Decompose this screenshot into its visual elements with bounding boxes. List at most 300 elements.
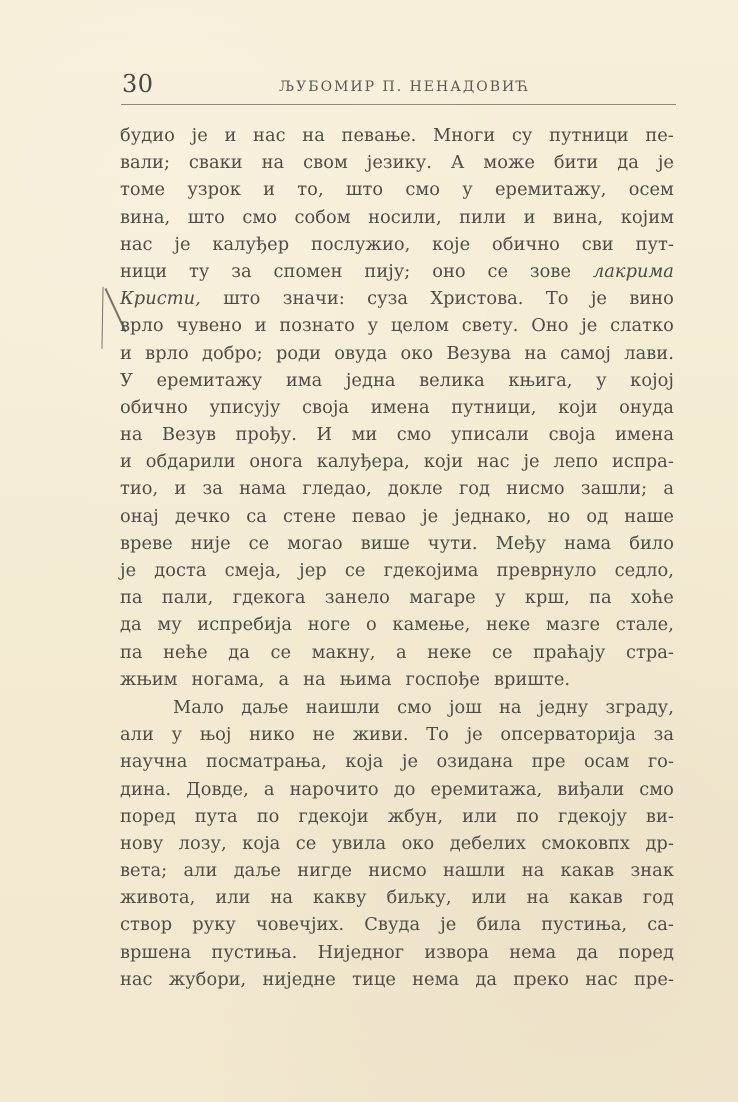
text-word: и <box>523 206 536 228</box>
text-word: го- <box>647 751 674 773</box>
text-word: даље <box>233 860 281 882</box>
text-word: њој <box>199 724 232 746</box>
text-word: могао <box>287 532 343 554</box>
text-word: дечко <box>174 505 231 527</box>
text-word: на <box>120 424 143 446</box>
text-word: језику. <box>366 152 432 174</box>
text-word: који <box>558 396 598 418</box>
text-word: др- <box>645 832 674 854</box>
text-word: али <box>120 724 154 746</box>
text-word: о <box>365 614 377 636</box>
text-word: осам <box>584 751 630 773</box>
text-word: вино <box>629 288 674 310</box>
text-word: преко <box>513 968 570 990</box>
text-word: то, <box>297 179 324 201</box>
text-word: вреве <box>120 532 173 554</box>
text-word: је <box>657 152 674 174</box>
text-word: гдекоји <box>298 805 369 827</box>
text-word: која <box>242 832 281 854</box>
text-word: која <box>345 751 384 773</box>
text-word: или <box>471 887 507 909</box>
text-word: једна <box>345 369 396 391</box>
text-word: стра- <box>625 641 674 663</box>
text-word: лави. <box>624 342 674 364</box>
text-word: год <box>642 887 674 909</box>
text-word: певање. <box>341 125 417 146</box>
text-word: лакрима <box>592 260 674 282</box>
text-word: Христова. <box>430 288 524 310</box>
text-word: на <box>521 860 545 882</box>
text-word: научна <box>120 751 188 773</box>
text-line <box>120 942 674 969</box>
text-word: чувено <box>176 315 242 337</box>
text-word: Оно <box>531 315 569 337</box>
text-word: што <box>223 288 261 310</box>
text-word: мазге <box>545 614 601 636</box>
text-word: за <box>202 478 223 500</box>
text-word: То <box>426 724 449 746</box>
text-word: обично <box>120 396 188 418</box>
text-word: једну <box>538 696 589 718</box>
text-word: Кристи, <box>120 288 201 310</box>
text-word: путници <box>549 125 629 146</box>
text-word: ниједне <box>262 968 336 990</box>
text-word: собом <box>294 206 351 228</box>
text-word: будио <box>120 125 175 146</box>
text-word: ници <box>120 260 168 282</box>
text-word: још <box>448 696 482 718</box>
text-word: са- <box>647 914 674 936</box>
text-word: посматрања, <box>205 751 327 773</box>
text-line <box>120 751 674 778</box>
text-word: свету. <box>461 315 519 337</box>
text-line <box>120 179 674 206</box>
text-word: имена <box>615 424 674 446</box>
text-word: је <box>174 233 191 255</box>
text-word: поред <box>120 805 176 827</box>
text-word: по <box>516 805 539 827</box>
text-word: нема <box>509 941 557 963</box>
text-word: пре- <box>634 968 674 990</box>
text-word: какву <box>312 887 367 909</box>
text-word: нама <box>564 532 612 554</box>
text-word: а <box>396 641 407 663</box>
text-word: своја <box>302 396 350 418</box>
text-word: живота, <box>120 887 196 909</box>
text-word: које <box>432 233 471 255</box>
text-word: смо <box>405 179 440 201</box>
text-word: на <box>524 342 547 364</box>
text-word: обично <box>492 233 560 255</box>
text-word: на <box>526 887 550 909</box>
text-word: ноге <box>307 614 351 636</box>
text-word: нас <box>477 451 510 473</box>
text-word: и <box>224 125 237 146</box>
text-word: па <box>589 587 612 609</box>
text-word: нас <box>120 233 153 255</box>
text-word: нашли <box>443 860 506 882</box>
text-word: жубори, <box>168 968 247 990</box>
text-word: а <box>663 478 674 500</box>
text-word: нову <box>120 832 164 854</box>
text-word: и <box>174 478 187 500</box>
text-word: је <box>120 560 137 581</box>
text-word: на <box>261 152 285 174</box>
text-word: нарочито <box>289 778 379 800</box>
text-word: зграду, <box>605 696 674 718</box>
text-word: онога <box>249 451 303 473</box>
text-line <box>120 261 674 288</box>
text-word: магаре <box>409 587 476 609</box>
page-number: 30 <box>122 70 154 98</box>
text-word: оно <box>432 260 466 282</box>
text-line <box>120 560 674 587</box>
text-word: на <box>499 696 522 718</box>
text-line <box>120 833 674 860</box>
text-word: пали, <box>161 587 214 609</box>
text-word: еремитажу <box>156 369 263 391</box>
text-word: и <box>254 315 267 337</box>
text-word: обдарили <box>145 451 236 473</box>
text-word: не <box>312 724 335 746</box>
text-word: увила <box>331 832 387 854</box>
text-word: којој <box>630 369 674 391</box>
text-word: врло <box>145 342 189 364</box>
text-word: од <box>586 505 609 527</box>
text-word: томе <box>120 179 166 201</box>
text-word: вина, <box>553 206 604 228</box>
text-word: жбун, <box>387 805 444 827</box>
text-word: гдекојима <box>383 560 479 581</box>
text-word: дебелих <box>449 832 526 854</box>
text-word: пут- <box>635 233 674 255</box>
text-word: опсерваторија <box>500 724 636 746</box>
text-word: узрок <box>187 179 241 201</box>
text-line <box>120 779 674 806</box>
text-word: суза <box>367 288 409 310</box>
text-word: слатко <box>610 315 674 337</box>
text-line <box>120 860 674 887</box>
text-word: смеја, <box>224 560 282 581</box>
text-line <box>120 669 674 696</box>
text-word: свом <box>303 152 348 174</box>
text-word: њима <box>339 668 392 690</box>
text-line <box>120 724 674 751</box>
text-word: смо <box>396 424 432 446</box>
text-line <box>120 152 674 179</box>
text-word: доста <box>154 560 207 581</box>
text-line <box>120 207 674 234</box>
text-word: за <box>653 724 674 746</box>
text-word: жњим <box>120 668 178 690</box>
text-word: до <box>393 778 416 800</box>
text-word: Ниједног <box>317 941 405 963</box>
text-word: нико <box>249 724 295 746</box>
text-line <box>120 424 674 451</box>
text-word: преврнуло <box>496 560 597 581</box>
text-word: камење, <box>392 614 471 636</box>
text-word: пута <box>194 805 238 827</box>
text-word: Везува <box>446 342 512 364</box>
text-word: око <box>400 342 434 364</box>
text-word: прођу. <box>235 424 297 446</box>
text-word: по <box>256 805 280 827</box>
text-word: пе- <box>645 125 674 146</box>
text-word: смо <box>242 206 278 228</box>
page-header <box>121 70 676 105</box>
text-word: спомен <box>273 260 343 282</box>
text-word: бити <box>553 152 599 174</box>
text-word: самој <box>560 342 611 364</box>
text-word: на <box>303 668 326 690</box>
text-word: наше <box>624 505 674 527</box>
text-line <box>120 397 674 424</box>
text-word: била <box>476 914 522 936</box>
text-word: што <box>345 179 384 201</box>
text-line <box>120 343 674 370</box>
text-line <box>120 533 674 560</box>
text-word: било <box>629 532 674 554</box>
text-word: послужио, <box>311 233 411 255</box>
text-word: наишли <box>305 696 380 718</box>
text-word: руку <box>192 914 236 936</box>
text-word: еремитажа, <box>430 778 543 800</box>
text-word: је <box>422 505 439 527</box>
text-word: докле <box>387 478 443 500</box>
text-word: се <box>248 532 270 554</box>
text-word: еремитажу, <box>494 179 607 201</box>
text-word: пустиња. <box>211 941 298 963</box>
text-word: ми <box>351 424 378 446</box>
text-word: ту <box>189 260 210 282</box>
text-word: неке <box>427 641 472 663</box>
text-word: познато <box>279 315 355 337</box>
text-word: у <box>495 587 506 609</box>
text-line <box>120 614 674 641</box>
text-word: на <box>302 125 325 146</box>
text-line <box>120 478 674 505</box>
text-word: којим <box>620 206 674 228</box>
text-word: испребија <box>197 614 293 636</box>
text-word: што <box>187 206 225 228</box>
text-word: нас <box>120 968 153 990</box>
text-word: добро; <box>201 342 263 364</box>
text-word: се <box>487 260 509 282</box>
text-word: у <box>462 179 473 201</box>
text-word: живи. <box>352 724 409 746</box>
text-word: није <box>190 532 231 554</box>
text-word: и <box>120 342 132 364</box>
text-word: уписују <box>209 396 281 418</box>
text-word: роди <box>275 342 322 364</box>
text-word: седло, <box>614 560 674 581</box>
text-word: на <box>270 887 293 909</box>
text-word: је <box>581 315 598 337</box>
text-word: у <box>171 724 183 746</box>
text-line <box>120 370 674 397</box>
text-word: нас <box>253 125 286 146</box>
text-word: Везув <box>162 424 217 446</box>
text-line <box>120 969 674 996</box>
text-word: једнако, <box>454 505 532 527</box>
text-word: Довде, <box>186 778 249 800</box>
text-word: али <box>183 860 218 882</box>
text-word: У <box>120 369 133 391</box>
text-word: гледао, <box>302 478 372 500</box>
text-word: значи: <box>282 288 345 310</box>
text-word: А <box>450 152 465 174</box>
text-word: да <box>120 614 142 636</box>
text-word: се <box>492 641 513 663</box>
text-word: даље <box>241 696 289 718</box>
text-word: па <box>120 641 143 663</box>
text-word: виђали <box>557 778 625 800</box>
text-word: сви <box>581 233 614 255</box>
text-word: ви- <box>645 805 674 827</box>
text-word: Мало <box>173 696 225 718</box>
text-line <box>120 315 674 342</box>
text-word: Многи <box>433 125 496 146</box>
text-word: носили, <box>368 206 442 228</box>
text-word: смоковпх <box>541 832 631 854</box>
text-line <box>120 806 674 833</box>
text-word: чути. <box>427 532 478 554</box>
text-word: зашли; <box>580 478 648 500</box>
text-word: и <box>120 451 132 473</box>
text-word: књига, <box>508 369 573 391</box>
text-word: своја <box>548 424 596 446</box>
text-word: праћају <box>533 641 606 663</box>
text-word: је <box>466 724 483 746</box>
text-word: дина. <box>120 778 172 800</box>
text-word: зове <box>529 260 572 282</box>
text-word: је <box>523 451 540 473</box>
text-word: смо <box>639 778 674 800</box>
text-word: пили <box>459 206 507 228</box>
text-word: нигде <box>297 860 352 882</box>
body-text <box>120 125 674 996</box>
text-word: нама <box>239 478 287 500</box>
text-word: имена <box>370 396 430 418</box>
text-word: год <box>458 478 491 500</box>
text-word: или <box>462 805 498 827</box>
text-word: озидана <box>436 751 514 773</box>
text-word: целом <box>390 315 449 337</box>
text-word: путници, <box>451 396 537 418</box>
text-word: испра- <box>611 451 674 473</box>
text-word: Свуда <box>364 914 421 936</box>
text-word: вршена <box>120 941 192 963</box>
text-word: који <box>423 451 464 473</box>
text-word: тио, <box>120 478 159 500</box>
text-line <box>120 506 674 533</box>
text-word: лепо <box>553 451 599 473</box>
text-word: онај <box>120 505 159 527</box>
text-word: калуђера, <box>316 451 410 473</box>
text-word: поред <box>618 941 674 963</box>
text-word: стале, <box>615 614 674 636</box>
text-word: гдекога <box>232 587 306 609</box>
text-word: створ <box>120 914 173 936</box>
text-word: знак <box>630 860 674 882</box>
text-word: пустиња, <box>541 914 628 936</box>
text-word: какав <box>569 887 623 909</box>
text-word: више <box>360 532 410 554</box>
text-word: уписали <box>450 424 530 446</box>
text-word: се <box>344 560 366 581</box>
text-word: биљку, <box>386 887 452 909</box>
text-word: сваки <box>188 152 243 174</box>
text-word: око <box>401 832 435 854</box>
text-line <box>120 697 674 724</box>
text-line <box>120 234 674 261</box>
text-word: врло <box>120 315 164 337</box>
text-word: је <box>440 914 457 936</box>
text-word: осем <box>628 179 674 201</box>
text-word: извора <box>424 941 489 963</box>
text-word: онуда <box>619 396 674 418</box>
text-word: хоће <box>630 587 674 609</box>
text-word: ногама, <box>191 668 265 690</box>
text-line <box>120 125 674 152</box>
text-word: неке <box>485 614 531 636</box>
text-word: је <box>590 288 607 310</box>
text-word: са <box>246 505 267 527</box>
text-word: певао <box>352 505 406 527</box>
text-word: но <box>547 505 571 527</box>
text-word: крш, <box>524 587 570 609</box>
text-line <box>120 914 674 941</box>
text-word: јер <box>299 560 327 581</box>
text-word: какав <box>560 860 615 882</box>
text-word: је <box>191 125 208 146</box>
text-word: па <box>120 587 143 609</box>
text-word: је <box>401 751 419 773</box>
text-word: да <box>228 641 250 663</box>
text-word: нисмо <box>506 478 565 500</box>
text-line <box>120 451 674 478</box>
text-word: има <box>285 369 323 391</box>
text-word: у <box>367 315 379 337</box>
text-word: а <box>263 778 275 800</box>
text-word: госпође <box>405 668 480 690</box>
text-word: стене <box>283 505 336 527</box>
text-word: у <box>596 369 607 391</box>
text-word: пре <box>531 751 566 773</box>
text-word: смо <box>397 696 432 718</box>
text-word: нас <box>585 968 618 990</box>
text-word: вали; <box>120 152 170 174</box>
text-word: се <box>270 641 292 663</box>
text-word: да <box>475 968 497 990</box>
text-word: вриште. <box>493 668 571 690</box>
text-word: тице <box>352 968 396 990</box>
text-word: велика <box>419 369 485 391</box>
text-line <box>120 887 674 914</box>
text-word: Међу <box>495 532 547 554</box>
text-word: овуда <box>334 342 388 364</box>
text-line <box>120 288 674 315</box>
text-word: лозу, <box>178 832 227 854</box>
text-line <box>120 587 674 614</box>
text-word: неће <box>163 641 208 663</box>
text-word: а <box>278 668 290 690</box>
text-word: То <box>545 288 569 310</box>
text-word: или <box>215 887 251 909</box>
text-word: макну, <box>311 641 376 663</box>
text-word: И <box>316 424 332 446</box>
text-word: се <box>295 832 317 854</box>
